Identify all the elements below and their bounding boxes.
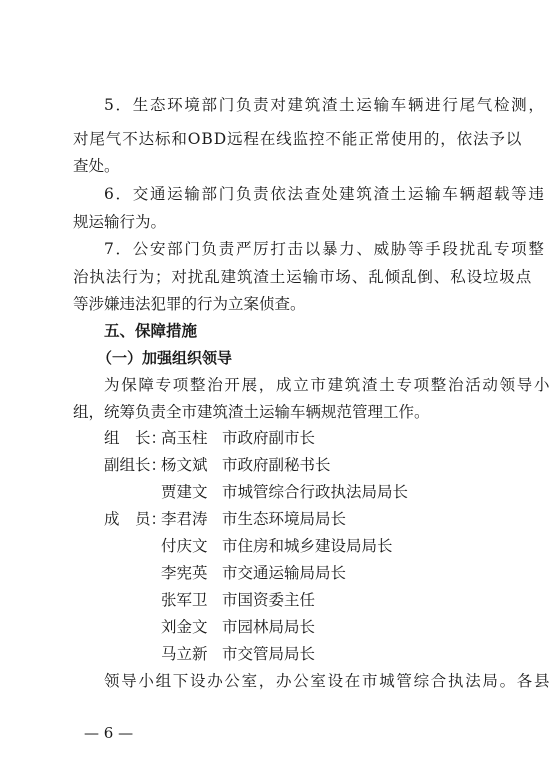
paragraph-5-line-2: 对尾气不达标和OBD远程在线监控不能正常使用的，依法予以 (73, 130, 523, 148)
member-name: 马立新 (161, 645, 208, 663)
intro-line-2: 组，统筹负责全市建筑渣土运输车辆规范管理工作。 (73, 403, 430, 421)
member-title: 市住房和城乡建设局局长 (222, 537, 393, 555)
paragraph-7-line-2: 治执法行为；对扰乱建筑渣土运输市场、乱倾乱倒、私设垃圾点 (73, 268, 533, 286)
paragraph-5-line-3: 查处。 (73, 157, 120, 175)
paragraph-7-line-3: 等涉嫌违法犯罪的行为立案侦查。 (73, 295, 306, 313)
member-name: 贾建文 (161, 483, 208, 501)
paragraph-6-line-2: 规运输行为。 (73, 213, 167, 231)
member-title: 市政府副秘书长 (222, 456, 331, 474)
member-title: 市生态环境局局长 (222, 510, 347, 528)
member-title: 市城管综合行政执法局局长 (222, 483, 409, 501)
member-name: 李君涛 (161, 510, 208, 528)
member-role: 副组长： (104, 456, 167, 474)
member-title: 市交管局局长 (222, 645, 316, 663)
member-name: 付庆文 (161, 537, 208, 555)
member-title: 市交通运输局局长 (222, 564, 347, 582)
page-number: — 6 — (84, 724, 134, 742)
member-role: 成 员： (104, 510, 167, 528)
member-title: 市国资委主任 (222, 591, 316, 609)
member-title: 市园林局局长 (222, 618, 316, 636)
member-title: 市政府副市长 (222, 429, 316, 447)
paragraph-7-line-1: 7．公安部门负责严厉打击以暴力、威胁等手段扰乱专项整 (104, 240, 546, 258)
member-name: 张军卫 (161, 591, 208, 609)
member-name: 刘金文 (161, 618, 208, 636)
member-name: 李宪英 (161, 564, 208, 582)
section-heading: 五、保障措施 (104, 322, 198, 340)
intro-line-1: 为保障专项整治开展，成立市建筑渣土专项整治活动领导小 (104, 376, 552, 394)
member-role: 组 长： (104, 429, 167, 447)
subsection-heading: （一）加强组织领导 (97, 349, 233, 367)
member-name: 高玉柱 (161, 429, 208, 447)
closing-line: 领导小组下设办公室，办公室设在市城管综合执法局。各县 (104, 672, 552, 690)
paragraph-5-line-1: 5．生态环境部门负责对建筑渣土运输车辆进行尾气检测， (104, 96, 546, 114)
member-name: 杨文斌 (161, 456, 208, 474)
paragraph-6-line-1: 6．交通运输部门负责依法查处建筑渣土运输车辆超载等违 (104, 185, 546, 203)
